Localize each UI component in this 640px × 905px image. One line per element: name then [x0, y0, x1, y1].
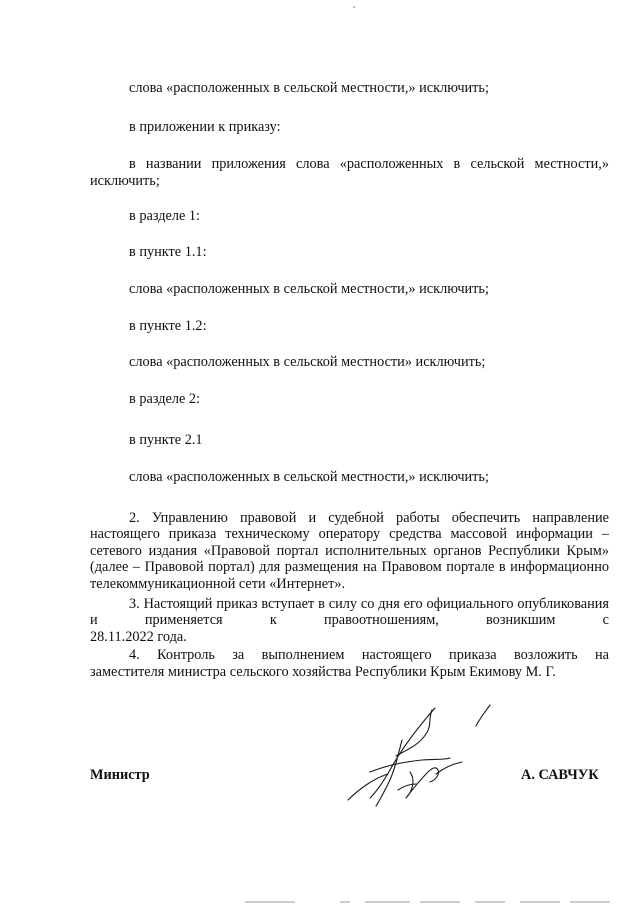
scan-artifact-dot — [353, 6, 355, 8]
paragraph-4-line-2: заместителя министра сельского хозяйства Республики Крым Екимову М. Г. — [90, 664, 556, 680]
amendment-line-2: в приложении к приказу: — [129, 119, 281, 135]
amendment-line-4: в разделе 1: — [129, 208, 201, 224]
signatory-name: А. САВЧУК — [521, 767, 599, 783]
amendment-line-5: в пункте 1.1: — [129, 244, 207, 260]
paragraph-3-line-1: 3. Настоящий приказ вступает в силу со дня его официального опубликования и применяется к правоотношениям, возникшим с — [90, 596, 609, 629]
amendment-line-8: слова «расположенных в сельской местности» исключить; — [129, 354, 486, 370]
amendment-line-3-continued: исключить; — [90, 173, 160, 189]
amendment-line-11: слова «расположенных в сельской местности,» исключить; — [129, 469, 489, 485]
paragraph-3-line-2: 28.11.2022 года. — [90, 629, 187, 645]
paragraph-4-line-1: 4. Контроль за выполнением настоящего приказа возложить на — [129, 647, 609, 663]
handwritten-signature — [340, 700, 505, 810]
paragraph-2: 2. Управлению правовой и судебной работы обеспечить направление настоящего приказа техническому оператору средства массовой информации – сетевого издания «Правовой портал исполнительных органов Республики Крым» (далее – Правовой портал) для размещения на Правовом портале в информационно телекоммуникационной сети «Интернет». — [90, 510, 609, 592]
position-title: Министр — [90, 767, 150, 783]
amendment-line-9: в разделе 2: — [129, 391, 201, 407]
amendment-line-3: в названии приложения слова «расположенных в сельской местности,» — [129, 156, 609, 172]
amendment-line-6: слова «расположенных в сельской местности,» исключить; — [129, 281, 489, 297]
amendment-line-10: в пункте 2.1 — [129, 432, 203, 448]
amendment-line-1: слова «расположенных в сельской местности,» исключить; — [129, 80, 489, 96]
amendment-line-7: в пункте 1.2: — [129, 318, 207, 334]
scan-artifact-marks — [0, 895, 640, 905]
